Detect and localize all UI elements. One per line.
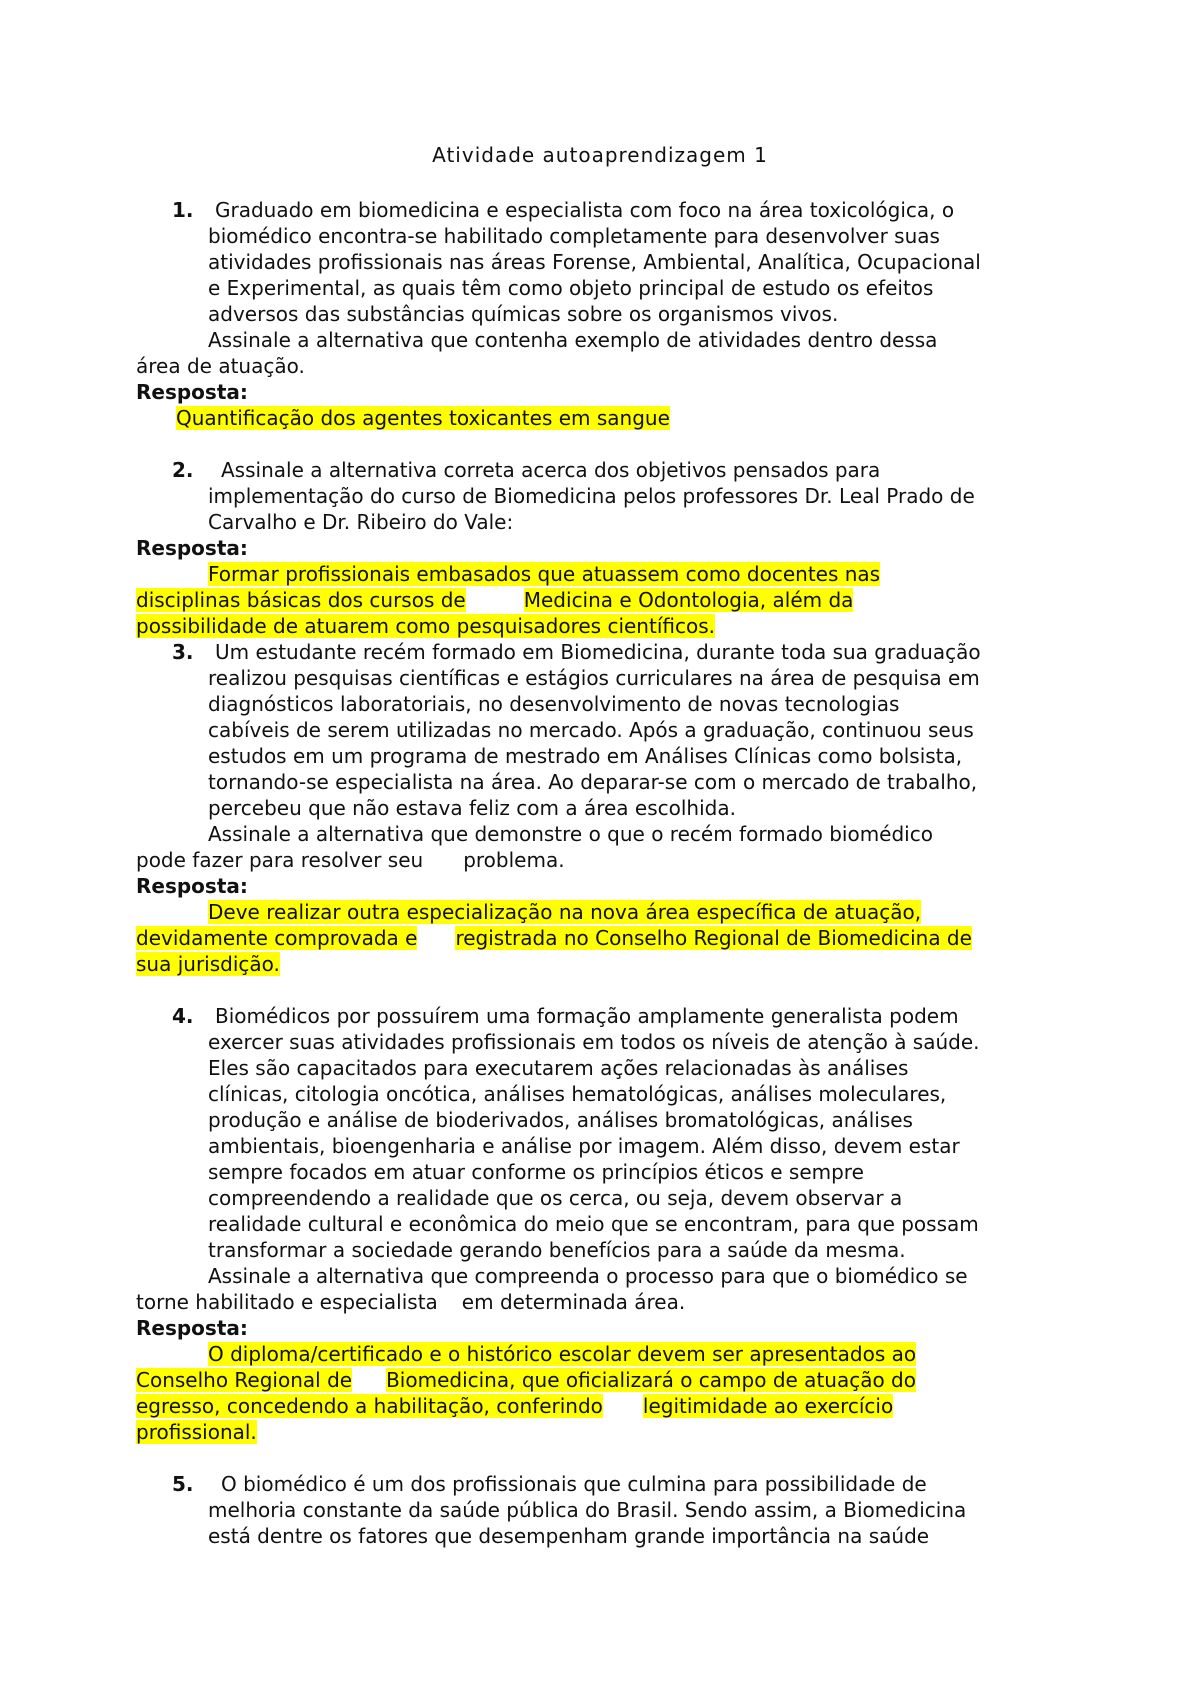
answer-2-text-2: disciplinas básicas dos cursos de <box>136 588 466 612</box>
answer-4-line-2 <box>136 1367 916 1393</box>
answer-3-text-4: sua jurisdição. <box>136 952 280 976</box>
answer-3-line-1 <box>136 899 921 925</box>
question-4-line-3: Eles são capacitados para executarem ações relacionadas às análises <box>208 1056 909 1080</box>
answer-2-text-1: Formar profissionais embasados que atuassem como docentes nas <box>208 562 881 586</box>
question-3-line-3: diagnósticos laboratoriais, no desenvolvimento de novas tecnologias <box>208 692 900 716</box>
answer-4-line-4 <box>136 1419 257 1445</box>
question-1-line-6: Assinale a alternativa que contenha exemplo de atividades dentro dessa <box>208 328 938 352</box>
answer-label-1: Resposta: <box>136 380 248 404</box>
question-4-line-8: compreendendo a realidade que os cerca, ou seja, devem observar a <box>208 1186 903 1210</box>
question-3-line-9-a: pode fazer para resolver seu <box>136 848 424 872</box>
answer-label-2: Resposta: <box>136 536 248 560</box>
question-3-line-1: Um estudante recém formado em Biomedicina, durante toda sua graduação <box>215 640 981 664</box>
answer-2-text-3: Medicina e Odontologia, além da <box>523 588 854 612</box>
answer-3-text-1: Deve realizar outra especialização na nova área específica de atuação, <box>208 900 922 924</box>
answer-label-3: Resposta: <box>136 874 248 898</box>
question-4-line-5: produção e análise de bioderivados, análises bromatológicas, análises <box>208 1108 913 1132</box>
question-2-line-3: Carvalho e Dr. Ribeiro do Vale: <box>208 510 514 534</box>
answer-4-text-5: legitimidade ao exercício <box>642 1394 894 1418</box>
question-1-line-3: atividades profissionais nas áreas Forense, Ambiental, Analítica, Ocupacional <box>208 250 981 274</box>
answer-2-text-4: possibilidade de atuarem como pesquisadores científicos. <box>136 614 715 638</box>
question-3-line-7: percebeu que não estava feliz com a área escolhida. <box>208 796 736 820</box>
question-1-line-1: Graduado em biomedicina e especialista com foco na área toxicológica, o <box>215 198 955 222</box>
question-4-line-6: ambientais, bioengenharia e análise por imagem. Além disso, devem estar <box>208 1134 960 1158</box>
question-4-line-11: Assinale a alternativa que compreenda o processo para que o biomédico se <box>208 1264 968 1288</box>
question-3-line-8: Assinale a alternativa que demonstre o que o recém formado biomédico <box>208 822 933 846</box>
answer-1-text: Quantificação dos agentes toxicantes em sangue <box>176 406 670 430</box>
answer-2-line-1 <box>136 561 880 587</box>
answer-1 <box>176 405 670 431</box>
question-4-line-12-a: torne habilitado e especialista <box>136 1290 438 1314</box>
document-title: Atividade autoaprendizagem 1 <box>432 143 768 167</box>
question-4-line-7: sempre focados em atuar conforme os princípios éticos e sempre <box>208 1160 864 1184</box>
question-3-line-4: cabíveis de serem utilizadas no mercado. Após a graduação, continuou seus <box>208 718 974 742</box>
answer-4-line-3 <box>136 1393 893 1419</box>
question-5-number: 5. <box>172 1472 194 1496</box>
question-1-line-2: biomédico encontra-se habilitado completamente para desenvolver suas <box>208 224 940 248</box>
question-3-line-6: tornando-se especialista na área. Ao deparar-se com o mercado de trabalho, <box>208 770 978 794</box>
question-1-line-7: área de atuação. <box>136 354 305 378</box>
answer-2-line-3 <box>136 613 715 639</box>
answer-3-text-2: devidamente comprovada e <box>136 926 418 950</box>
question-4-line-9: realidade cultural e econômica do meio que se encontram, para que possam <box>208 1212 979 1236</box>
question-4-line-2: exercer suas atividades profissionais em todos os níveis de atenção à saúde. <box>208 1030 980 1054</box>
question-5-line-3: está dentre os fatores que desempenham grande importância na saúde <box>208 1524 930 1548</box>
question-3-line-5: estudos em um programa de mestrado em Análises Clínicas como bolsista, <box>208 744 963 768</box>
question-3-line-2: realizou pesquisas científicas e estágios curriculares na área de pesquisa em <box>208 666 980 690</box>
question-4-line-10: transformar a sociedade gerando benefícios para a saúde da mesma. <box>208 1238 906 1262</box>
answer-4-text-2: Conselho Regional de <box>136 1368 353 1392</box>
question-4-number: 4. <box>172 1004 194 1028</box>
answer-4-text-1: O diploma/certificado e o histórico escolar devem ser apresentados ao <box>208 1342 917 1366</box>
answer-4-text-4: egresso, concedendo a habilitação, conferindo <box>136 1394 603 1418</box>
answer-4-line-1 <box>136 1341 916 1367</box>
question-1-line-5: adversos das substâncias químicas sobre os organismos vivos. <box>208 302 839 326</box>
question-4-line-1: Biomédicos por possuírem uma formação amplamente generalista podem <box>215 1004 959 1028</box>
answer-3-text-3: registrada no Conselho Regional de Biomedicina de <box>455 926 972 950</box>
question-5-line-1: O biomédico é um dos profissionais que culmina para possibilidade de <box>221 1472 927 1496</box>
question-1-line-4: e Experimental, as quais têm como objeto principal de estudo os efeitos <box>208 276 934 300</box>
answer-3-line-3 <box>136 951 280 977</box>
answer-label-4: Resposta: <box>136 1316 248 1340</box>
question-2-number: 2. <box>172 458 194 482</box>
question-5-line-2: melhoria constante da saúde pública do Brasil. Sendo assim, a Biomedicina <box>208 1498 967 1522</box>
question-3-line-9-b: problema. <box>463 848 565 872</box>
question-4-line-12 <box>136 1289 685 1315</box>
question-3-number: 3. <box>172 640 194 664</box>
question-3-line-9 <box>136 847 565 873</box>
question-4-line-4: clínicas, citologia oncótica, análises hematológicas, análises moleculares, <box>208 1082 947 1106</box>
question-2-line-2: implementação do curso de Biomedicina pelos professores Dr. Leal Prado de <box>208 484 975 508</box>
question-2-line-1: Assinale a alternativa correta acerca dos objetivos pensados para <box>221 458 881 482</box>
answer-4-text-6: profissional. <box>136 1420 257 1444</box>
question-4-line-12-b: em determinada área. <box>461 1290 686 1314</box>
question-1-number: 1. <box>172 198 194 222</box>
answer-3-line-2 <box>136 925 972 951</box>
answer-4-text-3: Biomedicina, que oficializará o campo de atuação do <box>386 1368 916 1392</box>
answer-2-line-2 <box>136 587 853 613</box>
